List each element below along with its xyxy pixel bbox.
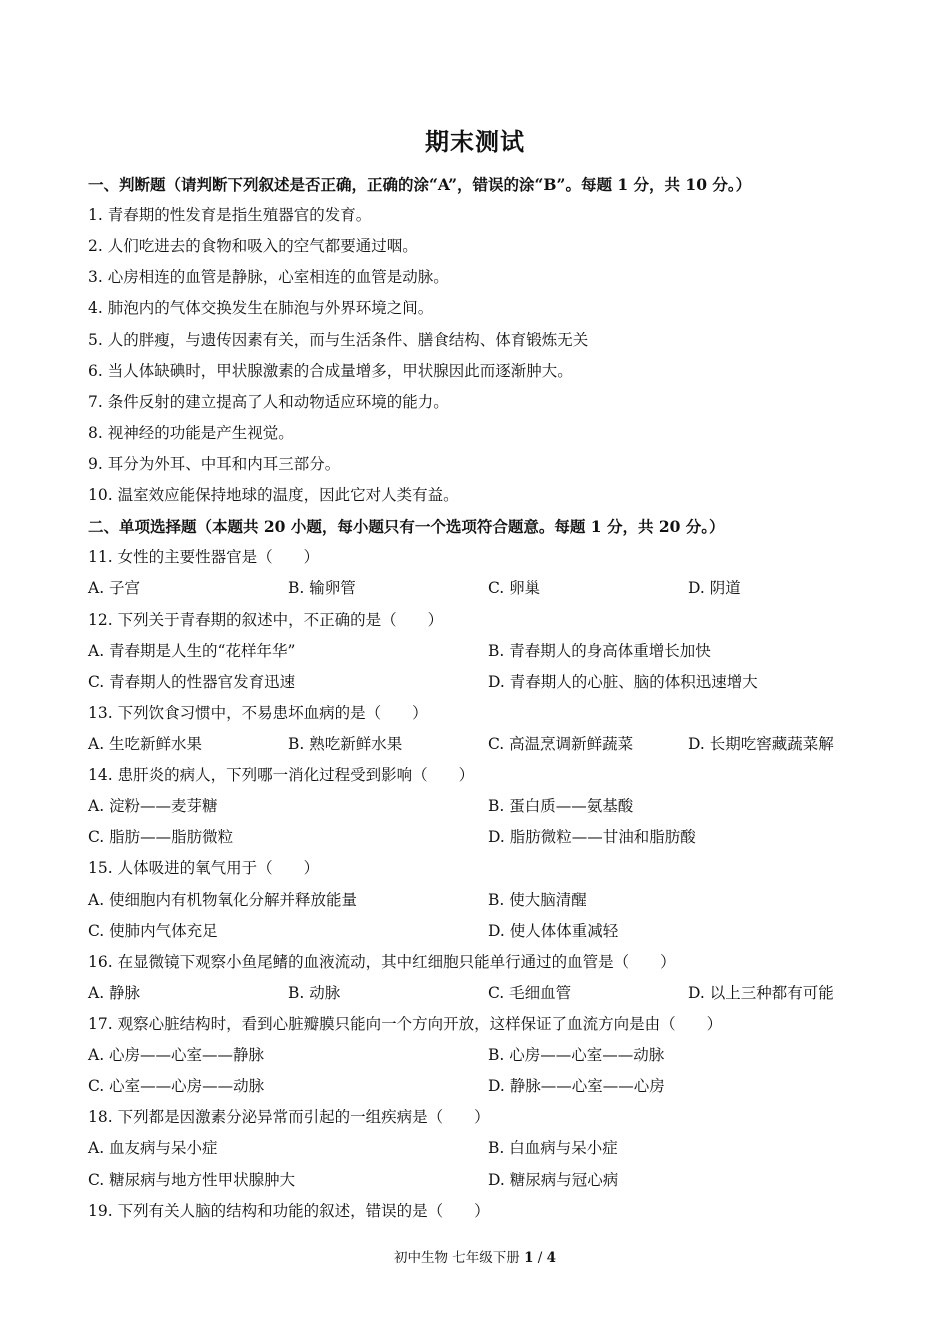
page-title: 期末测试 [425,127,525,156]
option: B. 动脉 [288,983,341,1002]
option: D. 阴道 [688,579,741,598]
question-stem: 17. 观察心脏结构时，看到心脏瓣膜只能向一个方向开放，这样保证了血流方向是由（ ） [88,1014,723,1033]
question-options [88,791,863,822]
option: A. 淀粉——麦芽糖 [88,797,218,816]
option: C. 青春期人的性器官发育迅速 [88,672,296,691]
option: C. 糖尿病与地方性甲状腺肿大 [88,1170,296,1189]
option: A. 心房——心室——静脉 [88,1046,265,1065]
option: A. 青春期是人生的“花样年华” [88,641,296,660]
option: A. 静脉 [88,983,141,1002]
question-options [88,1165,863,1196]
exam-content [88,169,863,1227]
option: D. 静脉——心室——心房 [488,1077,665,1096]
question-options [88,822,863,853]
footer-page-total: 4 [546,1250,557,1266]
judgement-item: 4. 肺泡内的气体交换发生在肺泡与外界环境之间。 [88,299,434,318]
question-options [88,636,863,667]
option: A. 生吃新鲜水果 [88,734,203,753]
option: D. 青春期人的心脏、脑的体积迅速增大 [488,672,758,691]
judgement-item: 1. 青春期的性发育是指生殖器官的发育。 [88,206,372,225]
footer-separator: / [533,1250,547,1266]
judgement-item: 6. 当人体缺碘时，甲状腺激素的合成量增多，甲状腺因此而逐渐肿大。 [88,361,573,380]
judgement-item: 3. 心房相连的血管是静脉，心室相连的血管是动脉。 [88,268,449,287]
question-stem: 12. 下列关于青春期的叙述中，不正确的是（ ） [88,610,444,629]
judgement-item: 9. 耳分为外耳、中耳和内耳三部分。 [88,454,341,473]
question-stem: 18. 下列都是因激素分泌异常而引起的一组疾病是（ ） [88,1108,490,1127]
question-options [88,1040,863,1071]
judgement-item: 7. 条件反射的建立提高了人和动物适应环境的能力。 [88,392,449,411]
question-stem: 19. 下列有关人脑的结构和功能的叙述，错误的是（ ） [88,1201,490,1220]
question-options [88,1071,863,1102]
option: D. 使人体体重减轻 [488,921,619,940]
option: A. 血友病与呆小症 [88,1139,218,1158]
option: C. 使肺内气体充足 [88,921,218,940]
question-stem: 13. 下列饮食习惯中，不易患坏血病的是（ ） [88,703,428,722]
judgement-item: 5. 人的胖瘦，与遗传因素有关，而与生活条件、膳食结构、体育锻炼无关 [88,330,589,349]
option: C. 心室——心房——动脉 [88,1077,265,1096]
option: D. 脂肪微粒——甘油和脂肪酸 [488,828,696,847]
question-options [88,573,863,604]
option: B. 白血病与呆小症 [488,1139,618,1158]
option: B. 输卵管 [288,579,356,598]
section2-heading: 二、单项选择题（本题共 20 小题，每小题只有一个选项符合题意。每题 1 分，共 20 分。） [88,517,725,537]
question-options [88,916,863,947]
footer-page-number: 1 [524,1250,534,1266]
option: D. 以上三种都有可能 [688,983,834,1002]
option: A. 使细胞内有机物氧化分解并释放能量 [88,890,358,909]
option: A. 子宫 [88,579,141,598]
judgement-item: 8. 视神经的功能是产生视觉。 [88,423,294,442]
page-footer [0,1246,950,1266]
option: C. 脂肪——脂肪微粒 [88,828,234,847]
question-stem: 14. 患肝炎的病人，下列哪一消化过程受到影响（ ） [88,766,475,785]
option: C. 毛细血管 [488,983,572,1002]
option: B. 使大脑清醒 [488,890,587,909]
option: C. 卵巢 [488,579,541,598]
question-options [88,667,863,698]
option: D. 长期吃窖藏蔬菜解 [688,734,834,753]
option: C. 高温烹调新鲜蔬菜 [488,734,634,753]
section1-heading: 一、判断题（请判断下列叙述是否正确，正确的涂“A”，错误的涂“B”。每题 1 分，共 10 分。） [88,175,752,194]
question-options [88,885,863,916]
question-stem: 15. 人体吸进的氧气用于（ ） [88,859,320,878]
question-stem: 16. 在显微镜下观察小鱼尾鳍的血液流动，其中红细胞只能单行通过的血管是（ ） [88,952,676,971]
option: D. 糖尿病与冠心病 [488,1170,619,1189]
option: B. 心房——心室——动脉 [488,1046,665,1065]
judgement-item: 10. 温室效应能保持地球的温度，因此它对人类有益。 [88,486,459,505]
footer-label: 初中生物 七年级下册 [393,1250,520,1266]
judgement-list [88,200,863,511]
question-options [88,729,863,760]
judgement-item: 2. 人们吃进去的食物和吸入的空气都要通过咽。 [88,237,418,256]
question-options [88,978,863,1009]
option: B. 青春期人的身高体重增长加快 [488,641,711,660]
question-options [88,1133,863,1164]
question-stem: 11. 女性的主要性器官是（ ） [88,548,320,567]
option: B. 蛋白质——氨基酸 [488,797,634,816]
option: B. 熟吃新鲜水果 [288,734,403,753]
